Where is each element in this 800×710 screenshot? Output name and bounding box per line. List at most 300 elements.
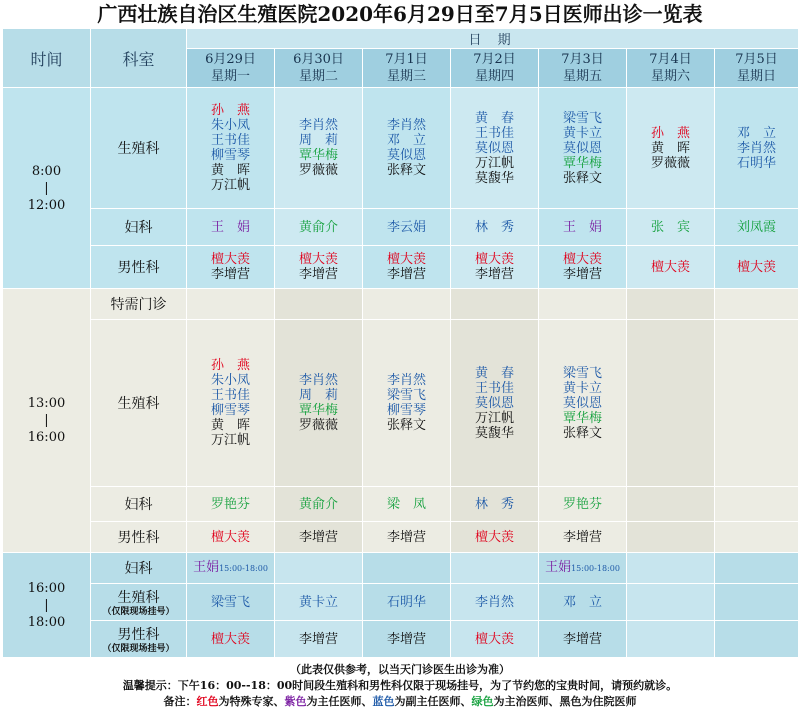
doctor-name [451,632,538,647]
doctor-name [187,632,274,647]
doctor-cell [187,246,275,289]
doctor-cell [715,487,799,522]
doctor-name [275,595,362,610]
doctor-name [539,560,626,576]
schedule-row [3,553,799,584]
doctor-name-text: 王娟 [545,560,572,575]
doctor-name [363,220,450,235]
doctor-cell [187,553,275,584]
day-header-1 [187,49,275,88]
doctor-cell [627,522,715,553]
special-clinic-row [3,289,799,320]
doctor-name [539,381,626,396]
doctor-name [539,126,626,141]
page-title: 广西壮族自治区生殖医院2020年6月29日至7月5日医师出诊一览表 [97,2,703,26]
doctor-name-text: 王 娟 [562,219,602,235]
doctor-name [451,111,538,126]
doctor-name [363,163,450,178]
day-weekday: 星期一 [210,69,250,84]
doctor-name [275,267,362,282]
doctor-cell [275,88,363,209]
doctor-name-text: 莫似恩 [562,395,602,411]
doctor-name [187,358,274,373]
doctor-name-text: 柳雪琴 [210,403,250,418]
doctor-name-text: 孙 燕 [210,358,250,373]
doctor-name-text: 黄 晖 [210,163,250,178]
doctor-name-text: 李增营 [562,267,602,282]
day-date: 7月1日 [385,52,428,67]
doctor-name [451,411,538,426]
doctor-name-text: 梁雪飞 [562,365,602,381]
doctor-cell [363,88,451,209]
doctor-name [451,396,538,411]
schedule-row [3,88,799,209]
doctor-name-text: 覃华梅 [562,155,602,171]
doctor-cell [539,522,627,553]
doctor-name [363,133,450,148]
doctor-cell [539,88,627,209]
day-header-6 [627,49,715,88]
day-header-3 [363,49,451,88]
dept-column-header: 科室 [91,29,187,88]
doctor-name-text: 孙 燕 [650,125,690,141]
doctor-name [627,141,714,156]
doctor-cell [715,522,799,553]
day-weekday: 星期六 [650,69,690,84]
doctor-name-text: 黄卡立 [562,380,602,396]
day-date: 7月4日 [649,52,692,67]
legend-color-red: 红色 [196,695,219,708]
schedule-row [3,584,799,621]
doctor-name [539,267,626,282]
doctor-name-text: 朱小凤 [210,373,250,388]
doctor-name-text: 万江帆 [210,433,250,448]
schedule-row [3,209,799,246]
doctor-cell [539,246,627,289]
day-date: 7月3日 [561,52,604,67]
legend-desc: 为主任医师、 [306,695,373,708]
doctor-name-text: 周 莉 [298,133,338,148]
doctor-cell [539,621,627,658]
doctor-name-text: 李肖然 [298,118,338,133]
doctor-name-text: 邓 立 [386,133,426,148]
doctor-name-text: 黄 春 [474,110,514,126]
doctor-cell [363,522,451,553]
doctor-name-text: 檀大羡 [210,252,250,267]
doctor-name [363,148,450,163]
doctor-name [187,178,274,193]
doctor-cell [187,209,275,246]
doctor-name-text: 莫似恩 [386,148,426,163]
doctor-name [187,560,274,576]
department-label [91,320,187,487]
doctor-cell [715,209,799,246]
doctor-name [627,260,714,275]
doctor-name [451,267,538,282]
department-name: 妇科 [124,497,153,513]
doctor-name-text: 檀大羡 [474,252,514,267]
doctor-name-text: 罗薇薇 [298,418,338,433]
doctor-name-text: 梁雪飞 [210,594,250,610]
doctor-name-text: 李云娟 [386,219,426,235]
doctor-cell [275,553,363,584]
doctor-cell [187,88,275,209]
doctor-name [275,497,362,512]
legend-prefix: 备注： [163,695,197,708]
department-name: 生殖科 [117,141,160,157]
doctor-name-text: 王 娟 [210,219,250,235]
doctor-cell [451,209,539,246]
doctor-name [451,252,538,267]
doctor-name-text: 檀大羡 [474,529,514,545]
doctor-cell [627,621,715,658]
doctor-name [187,267,274,282]
table-header [3,29,799,88]
doctor-name-text: 李增营 [474,267,514,282]
doctor-name-text: 张释文 [386,418,426,433]
doctor-name [275,373,362,388]
doctor-name [187,220,274,235]
doctor-name [275,418,362,433]
day-weekday: 星期五 [562,69,602,84]
schedule-row [3,522,799,553]
legend-desc: 为副主任医师、 [394,695,472,708]
time-separator: | [44,413,49,428]
doctor-name-text: 张释文 [562,170,602,186]
doctor-name [715,220,798,235]
doctor-cell [275,584,363,621]
department-name: 妇科 [124,561,153,577]
department-name: 妇科 [124,220,153,236]
doctor-name [187,103,274,118]
doctor-name-text: 柳雪琴 [386,403,426,418]
day-date: 6月29日 [205,52,256,67]
doctor-name [539,497,626,512]
doctor-name-text: 檀大羡 [562,252,602,267]
doctor-name [627,126,714,141]
doctor-cell [627,88,715,209]
empty-cell [275,289,363,320]
doctor-name-text: 梁雪飞 [386,388,426,403]
legend-desc: 为住院医师 [581,695,637,708]
doctor-name-text: 李增营 [298,529,338,545]
doctor-name-text: 覃华梅 [298,403,338,418]
doctor-name-text: 李增营 [386,631,426,647]
doctor-cell [187,621,275,658]
doctor-name-text: 覃华梅 [562,410,602,426]
department-label [91,209,187,246]
day-weekday: 星期四 [474,69,514,84]
department-note: （仅限现场挂号） [102,644,175,654]
doctor-name-text: 莫似恩 [474,395,514,411]
doctor-name [627,220,714,235]
doctor-name-text: 罗艳芬 [210,496,250,512]
schedule-body [3,88,799,658]
doctor-name-text: 张释文 [562,425,602,441]
doctor-name-text: 覃华梅 [298,148,338,163]
doctor-name-text: 黄卡立 [562,125,602,141]
doctor-cell [363,487,451,522]
doctor-cell [363,584,451,621]
day-weekday: 星期三 [386,69,426,84]
doctor-name [187,497,274,512]
shift-time-note: 15:00-18:00 [219,564,268,573]
doctor-name [363,403,450,418]
doctor-cell [539,584,627,621]
doctor-cell [451,88,539,209]
time-start: 8:00 [31,163,62,179]
doctor-name [363,530,450,545]
empty-cell [451,289,539,320]
department-name: 生殖科 [117,590,160,606]
doctor-name [275,388,362,403]
doctor-cell [715,621,799,658]
doctor-cell [627,246,715,289]
doctor-name [363,252,450,267]
legend-color-purple: 紫色 [284,695,307,708]
time-separator: | [44,180,49,196]
time-separator: | [44,597,49,613]
doctor-name [539,220,626,235]
doctor-name [539,595,626,610]
doctor-name-text: 檀大羡 [210,529,250,545]
department-label [91,621,187,658]
doctor-name-text: 石明华 [737,155,777,171]
doctor-name-text: 檀大羡 [386,252,426,267]
doctor-cell [451,522,539,553]
doctor-name [187,373,274,388]
doctor-name-text: 李增营 [298,631,338,647]
doctor-name-text: 张释文 [386,163,426,178]
doctor-name-text: 孙 燕 [210,103,250,118]
doctor-name [363,595,450,610]
day-header-4 [451,49,539,88]
reminder-note: 温馨提示：下午16：00--18：00时间段生殖科和男性科仅限于现场挂号，为了节约您的宝贵时间，请预约就诊。 [122,679,678,692]
doctor-cell [539,209,627,246]
doctor-name-text: 梁 凤 [386,496,426,512]
doctor-name-text: 罗艳芬 [562,496,602,512]
department-label [91,584,187,621]
doctor-cell [275,487,363,522]
doctor-name [275,252,362,267]
doctor-name [451,595,538,610]
doctor-name [451,156,538,171]
department-name: 男性科 [117,260,160,276]
color-legend [0,694,800,710]
legend-color-green: 绿色 [471,695,494,708]
doctor-name-text: 万江帆 [474,155,514,171]
doctor-name-text: 王书佳 [210,133,250,148]
doctor-name [451,171,538,186]
doctor-cell [539,320,627,487]
doctor-name [187,252,274,267]
doctor-name [363,632,450,647]
doctor-name [187,148,274,163]
doctor-name-text: 罗薇薇 [298,163,338,178]
doctor-name [539,426,626,441]
doctor-name-text: 李增营 [386,267,426,282]
doctor-name [187,133,274,148]
time-column-header: 时间 [3,29,91,88]
day-date: 7月5日 [735,52,778,67]
day-header-2 [275,49,363,88]
doctor-name-text: 朱小凤 [210,118,250,133]
doctor-cell [627,320,715,487]
doctor-name [275,530,362,545]
day-header-5 [539,49,627,88]
doctor-cell [187,522,275,553]
doctor-cell [187,487,275,522]
doctor-name [539,156,626,171]
doctor-cell [451,553,539,584]
doctor-name [539,396,626,411]
time-end: 12:00 [27,197,66,213]
time-end: 18:00 [27,614,66,630]
legend-desc: 为主治医师、 [493,695,560,708]
department-label [91,487,187,522]
doctor-name-text: 黄俞介 [298,219,338,235]
doctor-name [539,530,626,545]
empty-cell [363,289,451,320]
doctor-name [275,133,362,148]
day-date: 6月30日 [293,52,344,67]
doctor-name [187,118,274,133]
department-name: 生殖科 [117,396,160,412]
legend-color-blue: 蓝色 [372,695,395,708]
time-slot [3,553,91,658]
doctor-name-text: 罗薇薇 [650,155,690,171]
doctor-name [275,220,362,235]
doctor-cell [627,584,715,621]
doctor-name-text: 莫馥华 [474,425,514,441]
doctor-name-text: 李肖然 [298,373,338,388]
schedule-table [2,28,799,658]
doctor-name-text: 梁雪飞 [562,110,602,126]
doctor-name [275,118,362,133]
doctor-name-text: 张 宾 [650,219,690,235]
doctor-cell [275,246,363,289]
doctor-cell [715,553,799,584]
doctor-name [363,418,450,433]
department-label [91,88,187,209]
doctor-cell [451,487,539,522]
department-label [91,246,187,289]
doctor-name-text: 邓 立 [562,594,602,610]
doctor-name [539,411,626,426]
doctor-name [715,126,798,141]
department-label [91,553,187,584]
time-start: 16:00 [27,580,66,596]
doctor-name-text: 李增营 [562,529,602,545]
doctor-name-text: 黄 春 [474,365,514,381]
special-clinic-label: 特需门诊 [91,289,187,320]
department-name: 男性科 [117,627,160,643]
doctor-name [363,373,450,388]
doctor-cell [539,553,627,584]
doctor-cell [187,584,275,621]
doctor-name-text: 王娟 [193,560,220,575]
doctor-name [275,148,362,163]
doctor-name-text: 黄 晖 [650,140,690,156]
doctor-cell [363,209,451,246]
day-header-7 [715,49,799,88]
doctor-name [451,426,538,441]
legend-desc: 为特殊专家、 [218,695,285,708]
doctor-name [627,156,714,171]
department-note: （仅限现场挂号） [102,607,175,617]
time-end: 16:00 [27,430,66,445]
doctor-name-text: 黄俞介 [298,496,338,512]
notes-section [0,662,800,710]
doctor-name [715,156,798,171]
doctor-name-text: 万江帆 [474,410,514,426]
doctor-name-text: 李肖然 [386,118,426,133]
doctor-name [363,497,450,512]
shift-time-note: 15:00-18:00 [571,564,620,573]
doctor-name-text: 刘凤霞 [737,219,777,235]
doctor-name-text: 莫似恩 [474,140,514,156]
doctor-name-text: 李增营 [386,529,426,545]
doctor-name [539,252,626,267]
doctor-name [187,433,274,448]
doctor-name-text: 莫馥华 [474,170,514,186]
doctor-name [187,163,274,178]
schedule-row [3,621,799,658]
doctor-name-text: 李肖然 [386,373,426,388]
empty-cell [715,289,799,320]
legend-color-black: 黑色 [559,695,582,708]
doctor-name [363,388,450,403]
schedule-row [3,487,799,522]
doctor-name-text: 李肖然 [737,140,777,156]
doctor-name [715,260,798,275]
doctor-cell [363,246,451,289]
doctor-name-text: 万江帆 [210,178,250,193]
doctor-name [539,632,626,647]
doctor-name-text: 黄 晖 [210,418,250,433]
doctor-name-text: 邓 立 [737,125,777,141]
doctor-name-text: 檀大羡 [474,631,514,647]
doctor-cell [363,553,451,584]
department-name: 男性科 [117,530,160,546]
doctor-name [451,126,538,141]
doctor-cell [539,487,627,522]
doctor-cell [451,621,539,658]
doctor-cell [363,320,451,487]
doctor-cell [187,320,275,487]
day-date: 7月2日 [473,52,516,67]
doctor-cell [627,553,715,584]
doctor-cell [451,246,539,289]
schedule-row [3,246,799,289]
doctor-name [451,220,538,235]
empty-cell [539,289,627,320]
day-weekday: 星期日 [737,69,777,84]
empty-cell [627,289,715,320]
doctor-name [187,418,274,433]
doctor-cell [715,584,799,621]
doctor-name [187,530,274,545]
doctor-name [539,366,626,381]
disclaimer-note: （此表仅供参考，以当天门诊医生出诊为准） [290,663,510,676]
doctor-name-text: 李增营 [298,267,338,282]
doctor-cell [275,522,363,553]
schedule-row [3,320,799,487]
time-start: 13:00 [27,396,66,411]
doctor-cell [275,209,363,246]
doctor-name [539,111,626,126]
department-label [91,522,187,553]
